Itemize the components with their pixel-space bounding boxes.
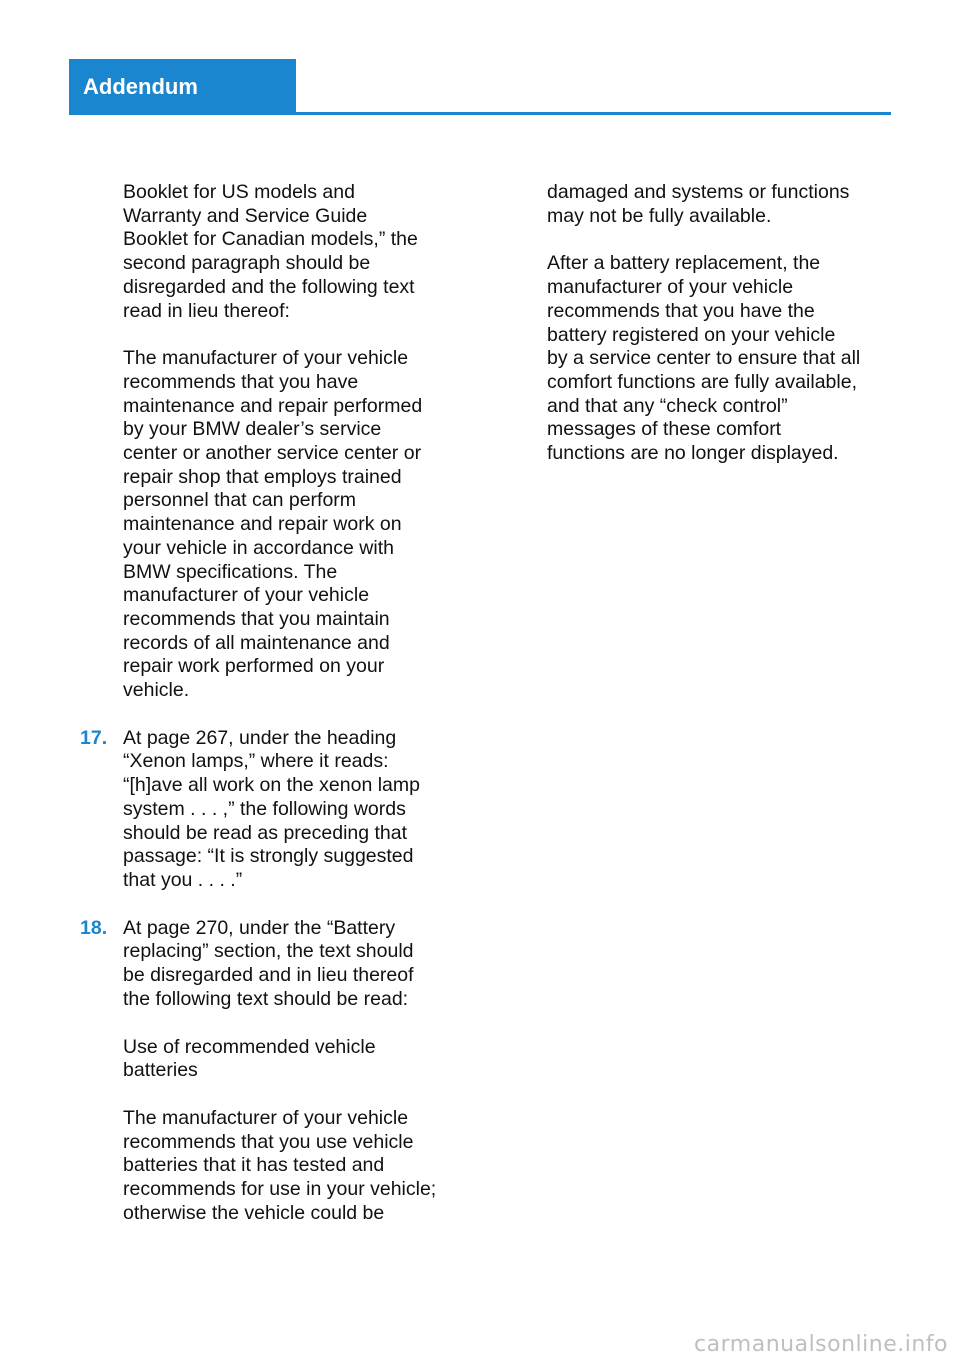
item-number: 18. xyxy=(80,916,108,939)
watermark-text[interactable]: carmanualsonline.info xyxy=(694,1332,948,1357)
battery-paragraph: The manufacturer of your vehicle recommends that you use vehicle batteries that it has tested and recommends for use in your vehicle; otherwise the vehicle could be xyxy=(123,1106,437,1224)
left-column xyxy=(80,181,473,1249)
maintenance-paragraph: The manufacturer of your vehicle recommends that you have maintenance and repair performed by your BMW dealer’s service center or another service center or repair shop that employs trained personnel that can perform maintenance and repair work on your vehicle in accordance with BMW specifications. The manufacturer of your vehicle recommends that you maintain records of all maintenance and repair work performed on your vehicle. xyxy=(123,347,423,702)
list-item-17 xyxy=(80,726,473,893)
item-number: 17. xyxy=(80,726,108,749)
continuation-paragraph: damaged and systems or functions may not be fully available. xyxy=(547,181,850,227)
list-item-18 xyxy=(80,916,473,1012)
battery-heading: Use of recommended vehicle batteries xyxy=(123,1035,376,1082)
intro-paragraph: Booklet for US models and Warranty and Service Guide Booklet for Canadian models,” the second paragraph should be disregarded and the following text read in lieu thereof: xyxy=(123,181,418,322)
right-column xyxy=(547,181,892,490)
item-text: At page 270, under the “Battery replacing” section, the text should be disregarded and in lieu thereof the following text should be read: xyxy=(123,916,414,1010)
replacement-paragraph: After a battery replacement, the manufacturer of your vehicle recommends that you have the battery registered on your vehicle by a service center to ensure that all comfort functions are fully available, and that any “check control” messages of these comfort functions are no longer displayed. xyxy=(547,252,861,465)
section-title: Addendum xyxy=(69,59,296,114)
header-divider xyxy=(69,112,891,115)
item-text: At page 267, under the heading “Xenon lamps,” where it reads: “[h]ave all work on the xenon lamp system . . . ,” the following words should be read as preceding that passage: “It is strongly suggested that you . . . .” xyxy=(123,726,420,891)
